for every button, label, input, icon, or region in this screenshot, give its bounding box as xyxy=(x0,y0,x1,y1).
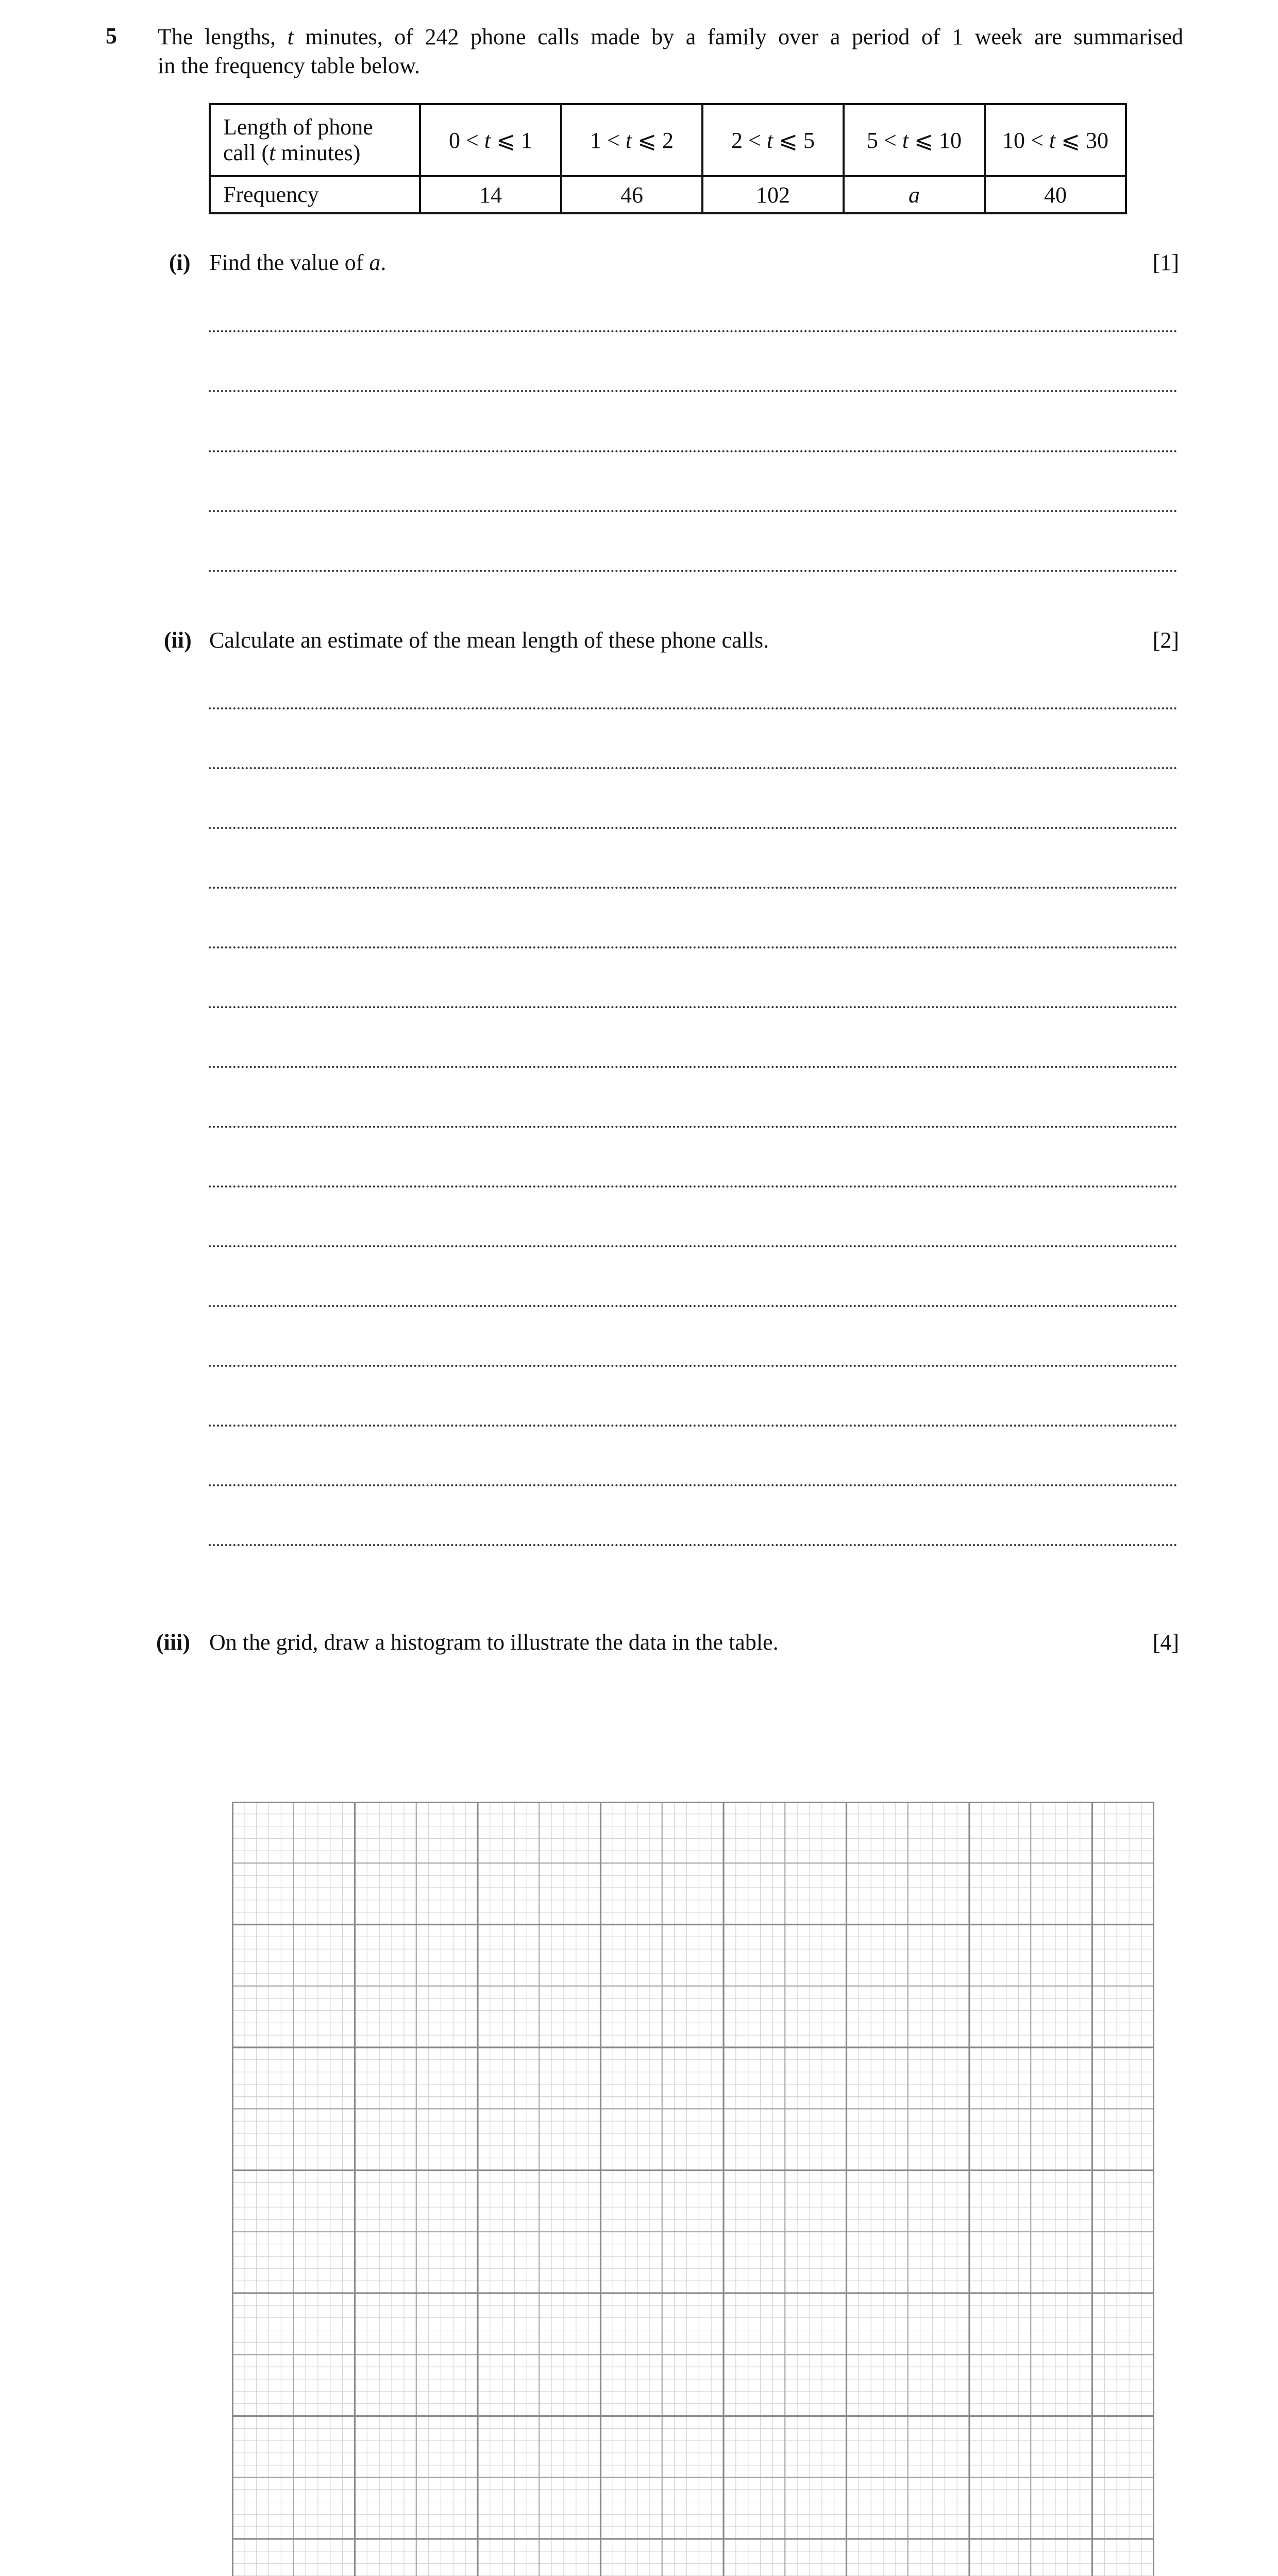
answer-line[interactable] xyxy=(209,1245,1178,1247)
header-label-line: call ( xyxy=(223,140,270,165)
frequency-cell xyxy=(844,176,985,213)
interval-label: 1 < t ⩽ 2 xyxy=(590,127,674,153)
graph-paper-grid[interactable] xyxy=(232,1802,1154,2576)
interval-label: 0 < t ⩽ 1 xyxy=(449,127,532,153)
part-label: (i) xyxy=(169,250,191,275)
answer-line[interactable] xyxy=(209,827,1178,829)
intro-text: The lengths, xyxy=(158,24,288,49)
answer-line[interactable] xyxy=(209,946,1178,948)
frequency-table xyxy=(209,103,1127,214)
frequency-unknown: a xyxy=(909,182,920,208)
intro-line-2: in the frequency table below. xyxy=(158,53,421,78)
part-variable: a xyxy=(369,250,381,275)
frequency-cell: 40 xyxy=(985,176,1126,213)
interval-cell xyxy=(844,104,985,176)
interval-cell xyxy=(985,104,1126,176)
frequency-row-label: Frequency xyxy=(210,176,420,213)
answer-line[interactable] xyxy=(209,1484,1178,1486)
interval-cell xyxy=(561,104,702,176)
header-label-line: Length of phone xyxy=(223,114,373,140)
answer-line[interactable] xyxy=(209,1066,1178,1068)
intro-line-1 xyxy=(158,23,1183,52)
interval-cell xyxy=(420,104,561,176)
part-label: (iii) xyxy=(156,1630,190,1655)
part-text-segment: . xyxy=(380,250,386,275)
answer-line[interactable] xyxy=(209,450,1178,452)
answer-line[interactable] xyxy=(209,767,1178,769)
header-label-line: minutes) xyxy=(275,140,361,165)
table-row xyxy=(210,176,1126,213)
table-header-label xyxy=(210,104,420,176)
answer-line[interactable] xyxy=(209,1305,1178,1307)
part-text: On the grid, draw a histogram to illustrate the data in the table. xyxy=(209,1630,779,1655)
intro-text: minutes, of 242 phone calls made by a family over a period of 1 week are summarised xyxy=(293,24,1183,49)
part-text xyxy=(209,249,386,276)
table-row xyxy=(210,104,1126,176)
part-iii-question xyxy=(156,1629,779,1655)
marks-label: [1] xyxy=(1152,250,1179,275)
part-label: (ii) xyxy=(164,628,192,653)
answer-line[interactable] xyxy=(209,887,1178,889)
marks-label: [2] xyxy=(1152,628,1179,653)
frequency-cell: 102 xyxy=(702,176,844,213)
answer-line[interactable] xyxy=(209,1185,1178,1188)
interval-cell xyxy=(702,104,844,176)
part-ii-question xyxy=(164,627,769,653)
intro-variable: t xyxy=(287,24,294,49)
question-number: 5 xyxy=(106,23,117,48)
answer-line[interactable] xyxy=(209,1006,1178,1008)
interval-label: 5 < t ⩽ 10 xyxy=(867,127,962,153)
answer-line[interactable] xyxy=(209,570,1178,572)
part-text-segment: Find the value of xyxy=(209,250,369,275)
answer-line[interactable] xyxy=(209,1126,1178,1128)
answer-line[interactable] xyxy=(209,1365,1178,1367)
answer-line[interactable] xyxy=(209,707,1178,709)
part-i-question xyxy=(169,249,386,276)
marks-label: [4] xyxy=(1152,1630,1179,1655)
answer-line[interactable] xyxy=(209,390,1178,392)
answer-line[interactable] xyxy=(209,1544,1178,1546)
interval-label: 2 < t ⩽ 5 xyxy=(731,127,815,153)
answer-line[interactable] xyxy=(209,1425,1178,1427)
part-text: Calculate an estimate of the mean length of these phone calls. xyxy=(209,628,769,653)
answer-line[interactable] xyxy=(209,510,1178,512)
frequency-cell: 46 xyxy=(561,176,702,213)
frequency-cell: 14 xyxy=(420,176,561,213)
answer-line[interactable] xyxy=(209,330,1178,332)
interval-label: 10 < t ⩽ 30 xyxy=(1002,127,1108,153)
header-label-variable: t xyxy=(269,140,276,165)
question-intro xyxy=(158,23,1183,80)
